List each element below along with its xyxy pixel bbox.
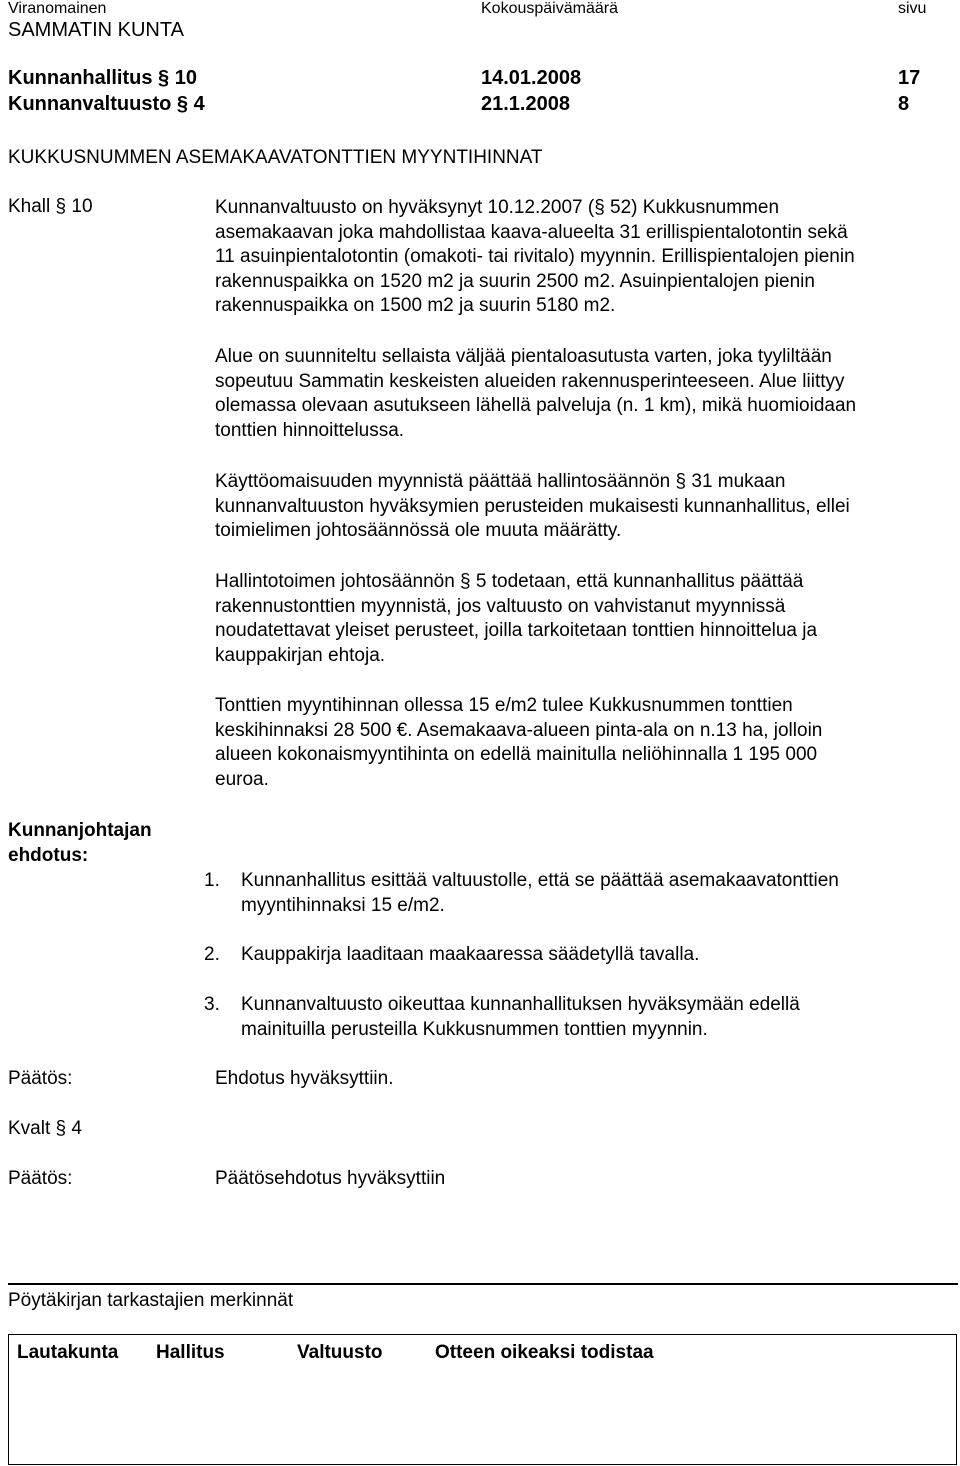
meeting-row-council: [8, 93, 205, 116]
meeting-number: 4: [193, 93, 205, 115]
paragraph-line: olemassa olevaan asutukseen lähellä palveluja (n. 1 km), mikä huomioidaan: [215, 395, 857, 417]
paragraph-line: Alue on suunniteltu sellaista väljää pientaloasutusta varten, joka tyyliltään: [215, 346, 832, 367]
table-header-board: Lautakunta: [17, 1342, 119, 1363]
footer-divider: [8, 1283, 958, 1285]
section-sign: §: [55, 196, 67, 217]
proposal-item-line: Kauppakirja laaditaan maakaaressa säädetyllä tavalla.: [241, 944, 700, 965]
table-header-government: Hallitus: [156, 1342, 225, 1363]
kvalt-number: 4: [71, 1118, 82, 1139]
paragraph-background: [215, 196, 955, 319]
proposal-item-line: myyntihinnaksi 15 e/m2.: [241, 894, 445, 916]
paragraph-line: keskihinnaksi 28 500 €. Asemakaava-alueen pinta-ala on n.13 ha, jolloin: [215, 719, 823, 741]
paragraph-sale-authority: [215, 470, 955, 544]
org-name: SAMMATIN KUNTA: [8, 19, 184, 41]
paragraph-line: 11 asuinpientalotontin (omakoti- tai rivitalo) myynnin. Erillispientalojen pienin: [215, 246, 855, 268]
proposal-label-line1: Kunnanjohtajan: [8, 820, 152, 841]
document-title: KUKKUSNUMMEN ASEMAKAAVATONTTIEN MYYNTIHINNAT: [8, 147, 543, 168]
paragraph-rules: [215, 570, 955, 668]
paragraph-line: Hallintotoimen johtosäännön § 5 todetaan, että kunnanhallitus päättää: [215, 571, 804, 592]
paragraph-line: Tonttien myyntihinnan ollessa 15 e/m2 tulee Kukkusnummen tonttien: [215, 695, 793, 716]
meeting-page: 8: [898, 93, 910, 115]
paragraph-area: [215, 345, 955, 443]
proposal-item-line: mainituilla perusteilla Kukkusnummen tonttien myynnin.: [241, 1018, 708, 1040]
meeting-name: Kunnanvaltuusto: [8, 93, 172, 115]
paragraph-line: euroa.: [215, 768, 269, 790]
proposal-item-line: Kunnanhallitus esittää valtuustolle, että se päättää asemakaavatonttien: [241, 870, 839, 891]
header-authority-label: Viranomainen: [8, 0, 107, 17]
decision-text: Ehdotus hyväksyttiin.: [215, 1068, 394, 1089]
meeting-row-board: [8, 67, 197, 90]
paragraph-line: kauppakirjan ehtoja.: [215, 644, 386, 666]
section-sign: §: [176, 93, 189, 115]
table-header-certification: Otteen oikeaksi todistaa: [435, 1342, 654, 1363]
kvalt-name: Kvalt: [8, 1118, 51, 1139]
table-header-council: Valtuusto: [297, 1342, 383, 1363]
paragraph-line: kunnanvaltuuston hyväksymien perusteiden mukaisesti kunnanhallitus, ellei: [215, 495, 850, 517]
inspectors-label: Pöytäkirjan tarkastajien merkinnät: [8, 1290, 294, 1311]
khall-number: 10: [71, 196, 93, 217]
paragraph-line: alueen kokonaismyyntihinta on edellä mainitulla neliöhinnalla 1 195 000: [215, 744, 818, 766]
paragraph-line: Käyttöomaisuuden myynnistä päättää hallintosäännön § 31 mukaan: [215, 471, 786, 492]
decision-label: Päätös:: [8, 1168, 73, 1189]
decision-text: Päätösehdotus hyväksyttiin: [215, 1168, 446, 1189]
paragraph-line: asemakaavan joka mahdollistaa kaava-alueelta 31 erillispientalotontin sekä: [215, 221, 848, 243]
paragraph-line: rakennustonttien myynnistä, jos valtuusto on vahvistanut myynnissä: [215, 595, 786, 617]
meeting-date: 21.1.2008: [481, 93, 570, 115]
meeting-date: 14.01.2008: [481, 67, 582, 89]
proposal-item-line: Kunnanvaltuusto oikeuttaa kunnanhallituksen hyväksymään edellä: [241, 994, 800, 1015]
proposal-label-line2: ehdotus:: [8, 845, 89, 866]
proposal-item-number: 2.: [204, 944, 220, 965]
paragraph-pricing: [215, 694, 955, 792]
paragraph-line: sopeutuu Sammatin keskeisten alueiden rakennusperinteeseen. Alue liittyy: [215, 370, 845, 392]
header-page-label: sivu: [898, 0, 927, 17]
meeting-number: 10: [174, 67, 197, 89]
paragraph-line: noudatettavat yleiset perusteet, joilla tarkoitetaan tonttien hinnoittelua ja: [215, 620, 818, 642]
paragraph-line: Kunnanvaltuusto on hyväksynyt 10.12.2007 (§ 52) Kukkusnummen: [215, 197, 780, 218]
header-meeting-date-label: Kokouspäivämäärä: [481, 0, 618, 17]
decision-label: Päätös:: [8, 1068, 73, 1089]
paragraph-line: rakennuspaikka on 1520 m2 ja suurin 2500 m2. Asuinpientalojen pienin: [215, 270, 815, 292]
proposal-item-number: 1.: [204, 870, 220, 891]
paragraph-line: toimielimen johtosäännössä ole muuta määrätty.: [215, 520, 622, 542]
section-sign: §: [158, 67, 170, 89]
meeting-name: Kunnanhallitus: [8, 67, 153, 89]
section-sign: §: [55, 1118, 67, 1139]
meeting-page: 17: [898, 67, 921, 89]
proposal-item-number: 3.: [204, 994, 220, 1015]
signature-table: [8, 1334, 957, 1465]
paragraph-line: rakennuspaikka on 1500 m2 ja suurin 5180 m2.: [215, 295, 616, 317]
paragraph-line: tonttien hinnoittelussa.: [215, 419, 405, 441]
khall-name: Khall: [8, 196, 51, 217]
kvalt-label: [8, 1118, 82, 1140]
khall-label: [8, 196, 93, 218]
